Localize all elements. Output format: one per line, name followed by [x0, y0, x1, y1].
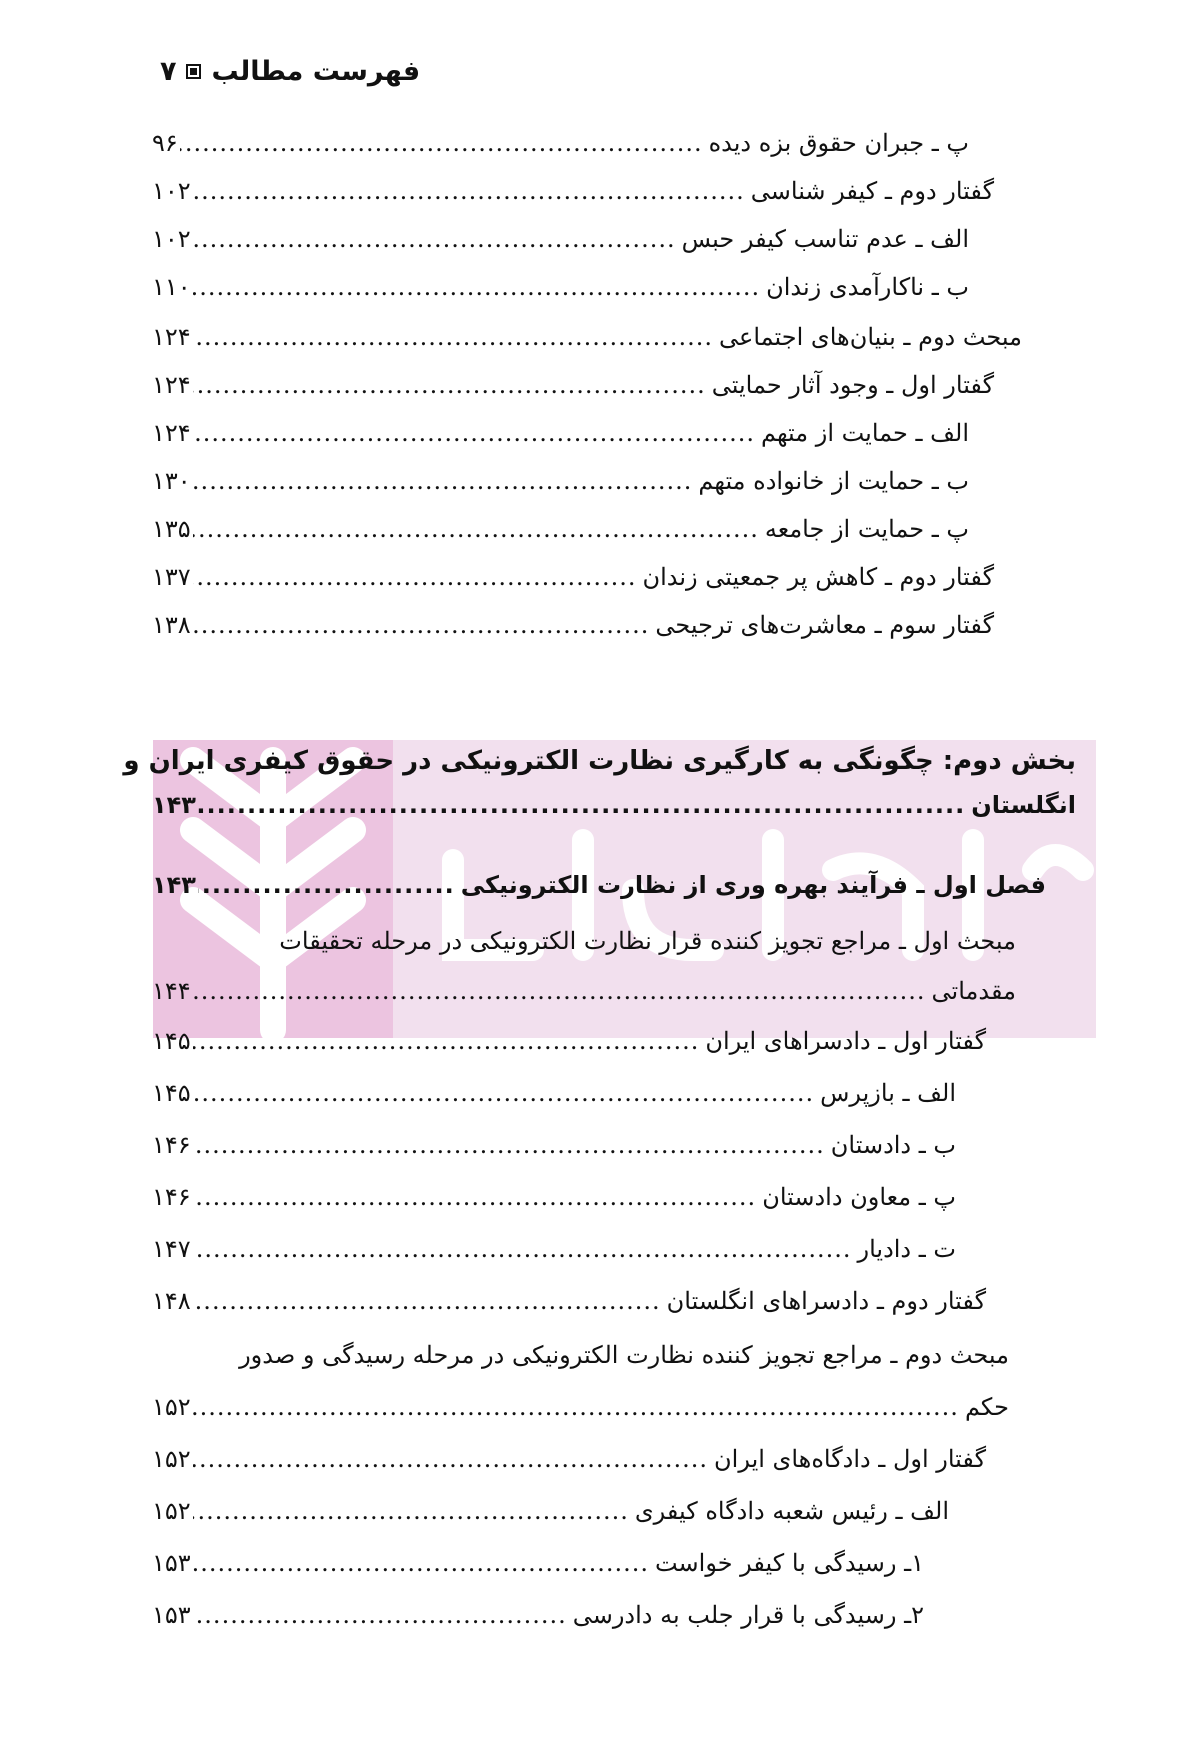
toc-entry-page: ۱۵۲ — [152, 1445, 191, 1473]
leader-dots — [193, 370, 706, 400]
toc-entry-page: ۱۴۶ — [152, 1131, 191, 1159]
toc-entry-label: ۲ـ رسیدگی با قرار جلب به دادرسی — [572, 1601, 924, 1629]
leader-dots — [193, 1392, 959, 1422]
toc-entry-label: ب ـ ناکارآمدی زندان — [766, 273, 969, 301]
leader-dots — [198, 870, 455, 900]
leader-dots — [193, 224, 676, 254]
toc-entry-label: مقدماتی — [931, 977, 1016, 1005]
toc-entry[interactable] — [152, 514, 969, 544]
toc-entry[interactable] — [152, 224, 969, 254]
toc-entry-page: ۱۴۵ — [152, 1079, 191, 1107]
toc-entry-chapter[interactable] — [152, 870, 1046, 900]
header-page-number: ۷ — [160, 56, 177, 87]
leader-dots — [193, 1182, 757, 1212]
toc-entry-page: ۹۶ — [152, 129, 178, 157]
toc-entry[interactable] — [152, 1444, 986, 1474]
leader-dots — [193, 1496, 629, 1526]
toc-entry-label: حکم — [964, 1393, 1009, 1421]
toc-entry-page: ۱۵۳ — [152, 1549, 191, 1577]
toc-entry-label: انگلستان — [971, 791, 1076, 819]
toc-entry-page: ۱۴۸ — [152, 1287, 191, 1315]
leader-dots — [193, 1078, 814, 1108]
toc-entry-page: ۱۰۲ — [152, 177, 191, 205]
leader-dots — [193, 610, 650, 640]
toc-entry-page: ۱۳۷ — [152, 563, 191, 591]
leader-dots — [193, 466, 693, 496]
leader-dots — [193, 322, 713, 352]
leader-dots — [193, 176, 745, 206]
toc-entry[interactable] — [152, 1078, 956, 1108]
leader-dots — [193, 1234, 852, 1264]
toc-entry-label: ت ـ دادیار — [857, 1235, 956, 1263]
toc-entry-label: مبحث دوم ـ بنیان‌های اجتماعی — [719, 323, 1022, 351]
toc-entry-label: الف ـ حمایت از متهم — [760, 419, 969, 447]
toc-entry[interactable] — [152, 128, 969, 158]
toc-entry-page: ۱۵۳ — [152, 1601, 191, 1629]
toc-entry-label: ب ـ حمایت از خانواده متهم — [698, 467, 969, 495]
square-bullet-icon — [186, 64, 201, 79]
toc-entry-label: فصل اول ـ فرآیند بهره وری از نظارت الکترونیکی — [460, 871, 1046, 899]
leader-dots — [193, 1286, 661, 1316]
toc-entry[interactable] — [152, 418, 969, 448]
toc-entry[interactable] — [152, 466, 969, 496]
leader-dots — [193, 1600, 567, 1630]
leader-dots — [193, 514, 759, 544]
toc-entry[interactable] — [152, 1286, 986, 1316]
toc-entry-page: ۱۱۰ — [152, 273, 191, 301]
toc-entry-page: ۱۵۲ — [152, 1393, 191, 1421]
toc-entry-page: ۱۴۳ — [152, 871, 196, 899]
toc-entry-page: ۱۲۴ — [152, 419, 191, 447]
leader-dots — [193, 1130, 825, 1160]
toc-entry-page: ۱۵۲ — [152, 1497, 191, 1525]
toc-entry-page: ۱۴۶ — [152, 1183, 191, 1211]
toc-entry[interactable] — [152, 1600, 924, 1630]
toc-entry-label: پ ـ حمایت از جامعه — [764, 515, 969, 543]
toc-entry-label: گفتار دوم ـ کاهش پر جمعیتی زندان — [642, 563, 994, 591]
toc-entry-label: ب ـ دادستان — [830, 1131, 956, 1159]
toc-entry-page: ۱۴۳ — [152, 791, 196, 819]
toc-entry-line1[interactable]: مبحث دوم ـ مراجع تجویز کننده نظارت الکترونیکی در مرحله رسیدگی و صدور — [239, 1341, 1009, 1369]
leader-dots — [193, 976, 926, 1006]
leader-dots — [193, 272, 760, 302]
toc-entry-label: پ ـ جبران حقوق بزه دیده — [708, 129, 969, 157]
part-heading-line1[interactable]: بخش دوم: چگونگی به کارگیری نظارت الکترونیکی در حقوق کیفری ایران و — [123, 746, 1076, 776]
toc-entry[interactable] — [152, 1026, 986, 1056]
toc-entry[interactable] — [152, 1548, 924, 1578]
toc-entry[interactable] — [152, 370, 994, 400]
toc-entry-page: ۱۴۷ — [152, 1235, 191, 1263]
leader-dots — [193, 1026, 700, 1056]
toc-entry-page: ۱۲۴ — [152, 323, 191, 351]
toc-entry-label: گفتار دوم ـ کیفر شناسی — [750, 177, 994, 205]
toc-entry-label: الف ـ عدم تناسب کیفر حبس — [681, 225, 969, 253]
toc-entry[interactable] — [152, 610, 994, 640]
toc-entry[interactable] — [152, 272, 969, 302]
toc-entry[interactable] — [152, 176, 994, 206]
toc-entry[interactable] — [152, 1496, 949, 1526]
toc-entry-label: گفتار اول ـ دادگاه‌های ایران — [714, 1445, 986, 1473]
leader-dots — [193, 1444, 708, 1474]
toc-entry-page: ۱۲۴ — [152, 371, 191, 399]
toc-entry-page: ۱۳۵ — [152, 515, 191, 543]
toc-entry-part[interactable] — [152, 790, 1076, 820]
toc-entry-label: ۱ـ رسیدگی با کیفر خواست — [654, 1549, 924, 1577]
leader-dots — [198, 790, 965, 820]
toc-entry-label: پ ـ معاون دادستان — [762, 1183, 956, 1211]
toc-entry[interactable] — [152, 1130, 956, 1160]
toc-entry[interactable] — [152, 1392, 1009, 1422]
toc-entry-page: ۱۳۸ — [152, 611, 191, 639]
running-header — [160, 56, 420, 87]
toc-entry[interactable] — [152, 1234, 956, 1264]
leader-dots — [180, 128, 703, 158]
toc-entry-page: ۱۴۴ — [152, 977, 191, 1005]
toc-entry-label: گفتار دوم ـ دادسراهای انگلستان — [666, 1287, 986, 1315]
toc-entry-page: ۱۰۲ — [152, 225, 191, 253]
toc-entry-page: ۱۳۰ — [152, 467, 191, 495]
leader-dots — [193, 1548, 649, 1578]
toc-entry[interactable] — [152, 562, 994, 592]
toc-entry-label: الف ـ رئیس شعبه دادگاه کیفری — [634, 1497, 949, 1525]
toc-entry[interactable] — [152, 1182, 956, 1212]
leader-dots — [193, 562, 637, 592]
toc-entry-label: گفتار اول ـ وجود آثار حمایتی — [711, 371, 994, 399]
toc-entry[interactable] — [152, 322, 1022, 352]
toc-entry-label: گفتار اول ـ دادسراهای ایران — [705, 1027, 986, 1055]
toc-entry-label: الف ـ بازپرس — [820, 1079, 956, 1107]
toc-entry-line1[interactable]: مبحث اول ـ مراجع تجویز کننده قرار نظارت الکترونیکی در مرحله تحقیقات — [279, 927, 1016, 955]
toc-entry[interactable] — [152, 976, 1016, 1006]
toc-entry-page: ۱۴۵ — [152, 1027, 191, 1055]
leader-dots — [193, 418, 755, 448]
toc-entry-label: گفتار سوم ـ معاشرت‌های ترجیحی — [655, 611, 994, 639]
header-title: فهرست مطالب — [211, 56, 421, 87]
